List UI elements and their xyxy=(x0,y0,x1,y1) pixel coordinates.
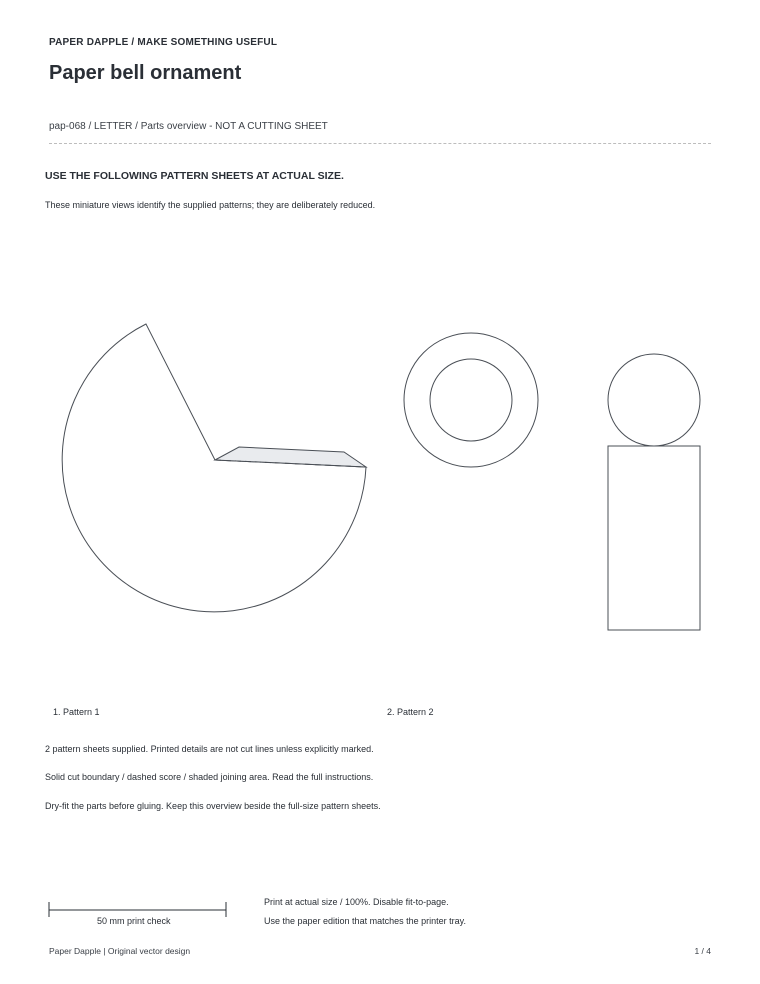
footer-credit: Paper Dapple | Original vector design xyxy=(49,946,191,956)
page-title: Paper bell ornament xyxy=(49,62,242,84)
document-meta: pap-068 / LETTER / Parts overview - NOT A CUTTING SHEET xyxy=(49,121,328,132)
intro-note: These miniature views identify the supplied patterns; they are deliberately reduced. xyxy=(45,200,376,210)
notes-line-1: 2 pattern sheets supplied. Printed details are not cut lines unless explicitly marked. xyxy=(45,744,374,754)
ring-outer xyxy=(404,333,538,467)
pattern-2-preview xyxy=(404,333,700,630)
notes-line-3: Dry-fit the parts before gluing. Keep this overview beside the full-size pattern sheets. xyxy=(45,801,381,811)
scale-bar-label: 50 mm print check xyxy=(97,916,171,926)
pattern-1-caption: 1. Pattern 1 xyxy=(53,707,100,717)
disc xyxy=(608,354,700,446)
ring-inner xyxy=(430,359,512,441)
brand-line: PAPER DAPPLE / MAKE SOMETHING USEFUL xyxy=(49,37,278,48)
pattern-1-preview xyxy=(62,324,366,612)
notes-line-2: Solid cut boundary / dashed score / shaded joining area. Read the full instructions. xyxy=(45,772,374,782)
section-heading: USE THE FOLLOWING PATTERN SHEETS AT ACTUAL SIZE. xyxy=(45,170,344,182)
strip-rectangle xyxy=(608,446,700,630)
pattern-2-caption: 2. Pattern 2 xyxy=(387,707,434,717)
cone-sector-outline xyxy=(62,324,366,612)
print-instruction-1: Print at actual size / 100%. Disable fit-to-page. xyxy=(264,897,449,907)
print-instruction-2: Use the paper edition that matches the printer tray. xyxy=(264,916,466,926)
page-number: 1 / 4 xyxy=(694,946,711,956)
